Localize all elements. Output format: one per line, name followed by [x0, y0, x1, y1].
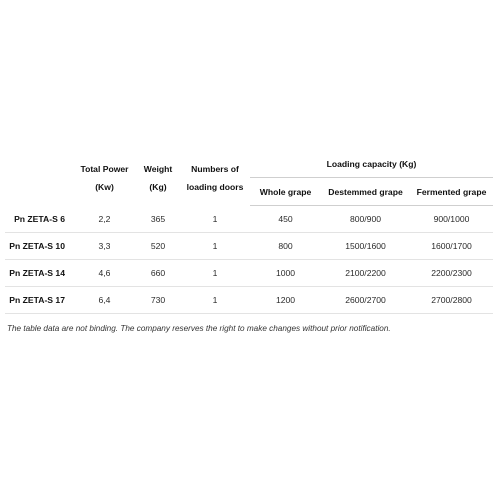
cell-fermented: 2200/2300 [410, 260, 493, 287]
cell-model: Pn ZETA-S 6 [5, 206, 73, 233]
header-weight-label: Weight [143, 163, 173, 174]
spec-table [5, 150, 493, 314]
header-fermented-grape: Fermented grape [410, 178, 493, 206]
table-row [5, 206, 493, 233]
header-loading-doors [180, 150, 250, 206]
cell-weight: 660 [136, 260, 180, 287]
header-total-power [73, 150, 136, 206]
cell-power: 6,4 [73, 287, 136, 314]
header-doors-line1: Numbers of [191, 163, 239, 174]
cell-whole: 1000 [250, 260, 321, 287]
cell-doors: 1 [180, 206, 250, 233]
cell-whole: 450 [250, 206, 321, 233]
header-weight [136, 150, 180, 206]
cell-power: 4,6 [73, 260, 136, 287]
cell-destemmed: 1500/1600 [321, 233, 410, 260]
cell-doors: 1 [180, 260, 250, 287]
spec-table-container [5, 150, 495, 314]
cell-model: Pn ZETA-S 17 [5, 287, 73, 314]
cell-doors: 1 [180, 287, 250, 314]
cell-power: 3,3 [73, 233, 136, 260]
cell-fermented: 1600/1700 [410, 233, 493, 260]
header-total-power-unit: (Kw) [95, 181, 114, 192]
header-doors-line2: loading doors [186, 181, 244, 192]
header-row-top [5, 150, 493, 178]
cell-weight: 520 [136, 233, 180, 260]
table-body [5, 206, 493, 314]
cell-model: Pn ZETA-S 14 [5, 260, 73, 287]
cell-weight: 365 [136, 206, 180, 233]
header-model-blank [5, 150, 73, 206]
header-weight-unit: (Kg) [149, 181, 167, 192]
table-row [5, 233, 493, 260]
cell-doors: 1 [180, 233, 250, 260]
header-loading-capacity: Loading capacity (Kg) [250, 150, 493, 178]
cell-destemmed: 800/900 [321, 206, 410, 233]
cell-power: 2,2 [73, 206, 136, 233]
disclaimer-note: The table data are not binding. The company reserves the right to make changes without prior notification. [7, 324, 391, 333]
cell-fermented: 900/1000 [410, 206, 493, 233]
cell-whole: 800 [250, 233, 321, 260]
cell-whole: 1200 [250, 287, 321, 314]
cell-fermented: 2700/2800 [410, 287, 493, 314]
header-total-power-label: Total Power [80, 163, 129, 174]
cell-destemmed: 2100/2200 [321, 260, 410, 287]
cell-model: Pn ZETA-S 10 [5, 233, 73, 260]
header-whole-grape: Whole grape [250, 178, 321, 206]
header-destemmed-grape: Destemmed grape [321, 178, 410, 206]
table-row [5, 260, 493, 287]
table-header [5, 150, 493, 206]
cell-weight: 730 [136, 287, 180, 314]
cell-destemmed: 2600/2700 [321, 287, 410, 314]
table-row [5, 287, 493, 314]
